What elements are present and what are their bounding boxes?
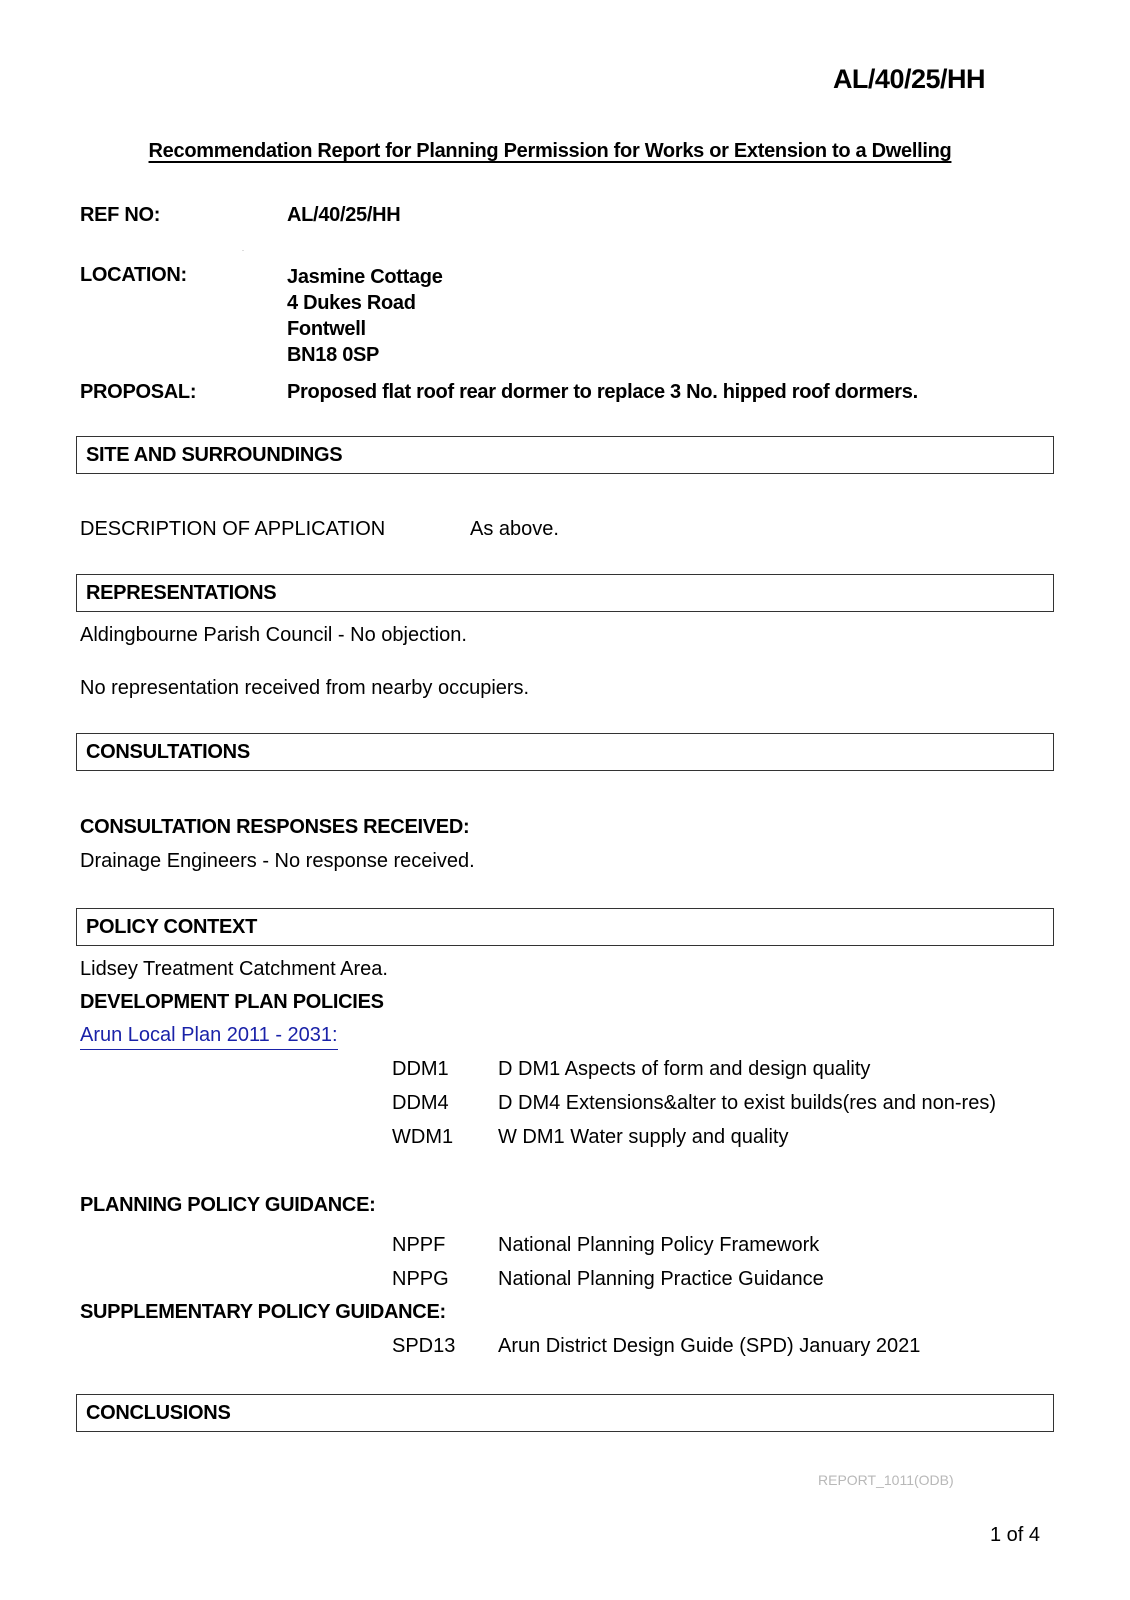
description-value: As above. (470, 518, 559, 540)
local-plan-link[interactable]: Arun Local Plan 2011 - 2031: (80, 1024, 338, 1050)
ref-no-value: AL/40/25/HH (287, 204, 401, 226)
policy-code: DDM1 (392, 1058, 449, 1080)
proposal-label: PROPOSAL: (80, 381, 197, 403)
ref-no-label: REF NO: (80, 204, 161, 226)
location-address (287, 264, 443, 368)
location-line: 4 Dukes Road (287, 292, 416, 314)
section-heading: CONSULTATIONS (86, 741, 250, 763)
consultation-response: Drainage Engineers - No response received. (80, 850, 475, 872)
section-heading: REPRESENTATIONS (86, 582, 277, 604)
policy-code: DDM4 (392, 1092, 449, 1114)
representations-section (76, 574, 1054, 612)
document-reference: AL/40/25/HH (832, 64, 985, 94)
scan-speck (242, 250, 244, 251)
policy-code: SPD13 (392, 1335, 456, 1357)
representation-line: Aldingbourne Parish Council - No objection. (80, 624, 467, 646)
section-heading: SITE AND SURROUNDINGS (86, 444, 343, 466)
section-heading: POLICY CONTEXT (86, 916, 258, 938)
policy-description: D DM1 Aspects of form and design quality (498, 1058, 871, 1080)
report-code: REPORT_1011(ODB) (818, 1472, 954, 1488)
supplementary-guidance-heading: SUPPLEMENTARY POLICY GUIDANCE: (80, 1301, 446, 1323)
location-line: Fontwell (287, 318, 366, 340)
policy-description: Arun District Design Guide (SPD) January 2021 (498, 1335, 921, 1357)
policy-description: W DM1 Water supply and quality (498, 1126, 789, 1148)
location-line: Jasmine Cottage (287, 266, 443, 288)
policy-code: WDM1 (392, 1126, 454, 1148)
site-and-surroundings-section (76, 436, 1054, 474)
page-number: 1 of 4 (990, 1524, 1041, 1546)
consultations-section (76, 733, 1054, 771)
report-title: Recommendation Report for Planning Permission for Works or Extension to a Dwelling (148, 140, 952, 162)
development-plan-heading: DEVELOPMENT PLAN POLICIES (80, 991, 384, 1013)
planning-guidance-heading: PLANNING POLICY GUIDANCE: (80, 1194, 376, 1216)
conclusions-section (76, 1394, 1054, 1432)
policy-code: NPPG (392, 1268, 449, 1290)
proposal-value: Proposed flat roof rear dormer to replace 3 No. hipped roof dormers. (287, 381, 918, 403)
representation-line: No representation received from nearby occupiers. (80, 677, 530, 699)
location-line: BN18 0SP (287, 344, 380, 366)
consultation-responses-heading: CONSULTATION RESPONSES RECEIVED: (80, 816, 470, 838)
policy-description: D DM4 Extensions&alter to exist builds(res and non-res) (498, 1092, 996, 1114)
description-label: DESCRIPTION OF APPLICATION (80, 518, 386, 540)
policy-context-section (76, 908, 1054, 946)
section-heading: CONCLUSIONS (86, 1402, 231, 1424)
policy-description: National Planning Practice Guidance (498, 1268, 824, 1290)
location-label: LOCATION: (80, 264, 187, 286)
catchment-area: Lidsey Treatment Catchment Area. (80, 958, 388, 980)
policy-code: NPPF (392, 1234, 446, 1256)
policy-description: National Planning Policy Framework (498, 1234, 820, 1256)
